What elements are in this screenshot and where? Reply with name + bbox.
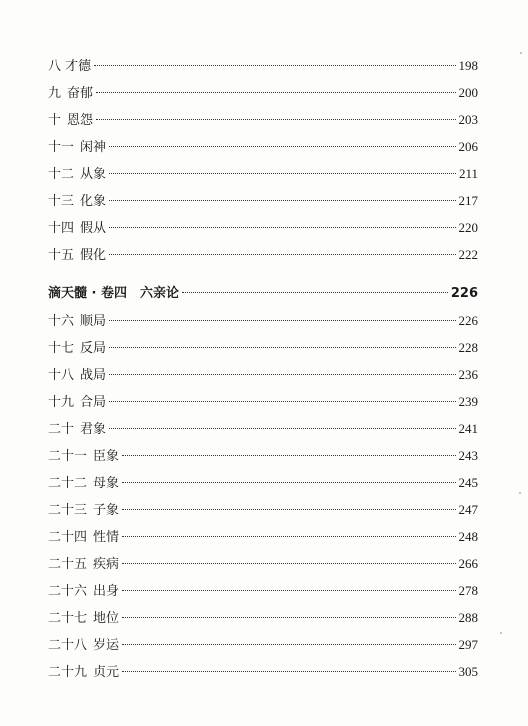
- entry-title: 疾病: [93, 557, 120, 572]
- entry-title: 性情: [93, 530, 120, 545]
- entry-page-number: 236: [458, 367, 478, 382]
- scan-speck: [500, 632, 502, 634]
- entry-title: 战局: [80, 368, 107, 383]
- toc-entry[interactable]: [48, 79, 478, 106]
- entry-page-number: 245: [458, 475, 478, 490]
- dot-leader: [122, 644, 455, 645]
- dot-leader: [109, 254, 455, 255]
- dot-leader: [109, 428, 455, 429]
- entry-page-number: 239: [458, 394, 478, 409]
- toc-entry[interactable]: [48, 334, 478, 361]
- entry-page-number: 220: [458, 220, 478, 235]
- dot-leader: [122, 455, 455, 456]
- toc-entry[interactable]: [48, 496, 478, 523]
- dot-leader: [109, 374, 455, 375]
- entry-number: 十七: [48, 341, 75, 356]
- entry-page-number: 200: [458, 85, 478, 100]
- entry-number: 十五: [48, 248, 75, 263]
- dot-leader: [94, 65, 455, 66]
- entry-title: 才德: [65, 59, 92, 74]
- scan-speck: [519, 492, 521, 494]
- toc-entry[interactable]: [48, 214, 478, 241]
- entry-title: 闲神: [80, 140, 107, 155]
- toc-entry[interactable]: [48, 577, 478, 604]
- entry-number: 九: [48, 86, 62, 101]
- dot-leader: [122, 617, 455, 618]
- entry-page-number: 247: [458, 502, 478, 517]
- entry-title: 母象: [93, 476, 120, 491]
- toc-entry[interactable]: [48, 604, 478, 631]
- dot-leader: [109, 200, 455, 201]
- toc-entry[interactable]: [48, 658, 478, 685]
- entry-page-number: 206: [458, 139, 478, 154]
- entry-title: 贞元: [93, 665, 120, 680]
- entry-page-number: 266: [458, 556, 478, 571]
- toc-entry[interactable]: [48, 631, 478, 658]
- entry-title: 顺局: [80, 314, 107, 329]
- entry-page-number: 211: [458, 166, 478, 181]
- entry-number: 二十七: [48, 611, 88, 626]
- entry-number: 二十一: [48, 449, 88, 464]
- entry-page-number: 198: [458, 58, 478, 73]
- scan-speck: [520, 52, 522, 54]
- entry-number: 二十九: [48, 665, 88, 680]
- entry-title: 地位: [93, 611, 120, 626]
- entry-title: 假从: [80, 221, 107, 236]
- toc-entry[interactable]: [48, 187, 478, 214]
- entry-page-number: 217: [458, 193, 478, 208]
- entry-title: 奋郁: [67, 86, 94, 101]
- entry-number: 二十六: [48, 584, 88, 599]
- entry-title: 假化: [80, 248, 107, 263]
- entry-number: 十三: [48, 194, 75, 209]
- entry-number: 十一: [48, 140, 75, 155]
- section-heading-title: 滴天髓 · 卷四 六亲论: [48, 286, 179, 301]
- dot-leader: [109, 347, 455, 348]
- entry-number: 二十四: [48, 530, 88, 545]
- entry-page-number: 241: [458, 421, 478, 436]
- toc-entry[interactable]: [48, 361, 478, 388]
- dot-leader: [109, 146, 455, 147]
- entry-number: 十四: [48, 221, 75, 236]
- section-heading[interactable]: [48, 280, 478, 307]
- entry-number: 二十: [48, 422, 75, 437]
- entry-title: 化象: [80, 194, 107, 209]
- entry-page-number: 305: [458, 664, 478, 679]
- dot-leader: [109, 401, 455, 402]
- table-of-contents: [48, 52, 478, 685]
- entry-number: 十九: [48, 395, 75, 410]
- toc-entry[interactable]: [48, 307, 478, 334]
- entry-number: 二十八: [48, 638, 88, 653]
- entry-page-number: 203: [458, 112, 478, 127]
- entry-page-number: 226: [458, 313, 478, 328]
- entry-number: 十六: [48, 314, 75, 329]
- toc-entry[interactable]: [48, 523, 478, 550]
- entry-page-number: 288: [458, 610, 478, 625]
- entry-number: 十二: [48, 167, 75, 182]
- entry-page-number: 243: [458, 448, 478, 463]
- entry-number: 十: [48, 113, 62, 128]
- entry-title: 出身: [93, 584, 120, 599]
- toc-entry[interactable]: [48, 106, 478, 133]
- toc-entry[interactable]: [48, 52, 478, 79]
- dot-leader: [109, 227, 455, 228]
- dot-leader: [122, 509, 455, 510]
- entry-number: 二十五: [48, 557, 88, 572]
- dot-leader: [96, 92, 455, 93]
- toc-entry[interactable]: [48, 133, 478, 160]
- dot-leader: [122, 563, 455, 564]
- dot-leader: [122, 590, 455, 591]
- entry-title: 子象: [93, 503, 120, 518]
- entry-title: 臣象: [93, 449, 120, 464]
- entry-number: 八: [48, 59, 62, 74]
- dot-leader: [122, 671, 455, 672]
- entry-title: 君象: [80, 422, 107, 437]
- dot-leader: [96, 119, 455, 120]
- section-spacer: [48, 268, 478, 280]
- dot-leader: [122, 482, 455, 483]
- section-heading-page-number: 226: [450, 286, 478, 301]
- entry-title: 反局: [80, 341, 107, 356]
- dot-leader: [109, 173, 456, 174]
- entry-title: 恩怨: [67, 113, 94, 128]
- entry-title: 岁运: [93, 638, 120, 653]
- toc-entry[interactable]: [48, 160, 478, 187]
- entry-page-number: 248: [458, 529, 478, 544]
- entry-page-number: 228: [458, 340, 478, 355]
- toc-entry[interactable]: [48, 442, 478, 469]
- entry-page-number: 297: [458, 637, 478, 652]
- dot-leader: [122, 536, 455, 537]
- toc-entry[interactable]: [48, 388, 478, 415]
- entry-page-number: 222: [458, 247, 478, 262]
- entry-number: 二十三: [48, 503, 88, 518]
- dot-leader: [109, 320, 455, 321]
- entry-title: 合局: [80, 395, 107, 410]
- toc-entry[interactable]: [48, 415, 478, 442]
- entry-number: 二十二: [48, 476, 88, 491]
- entry-page-number: 278: [458, 583, 478, 598]
- dot-leader: [182, 292, 448, 293]
- entry-number: 十八: [48, 368, 75, 383]
- toc-entry[interactable]: [48, 550, 478, 577]
- toc-entry[interactable]: [48, 469, 478, 496]
- entry-title: 从象: [80, 167, 107, 182]
- toc-entry[interactable]: [48, 241, 478, 268]
